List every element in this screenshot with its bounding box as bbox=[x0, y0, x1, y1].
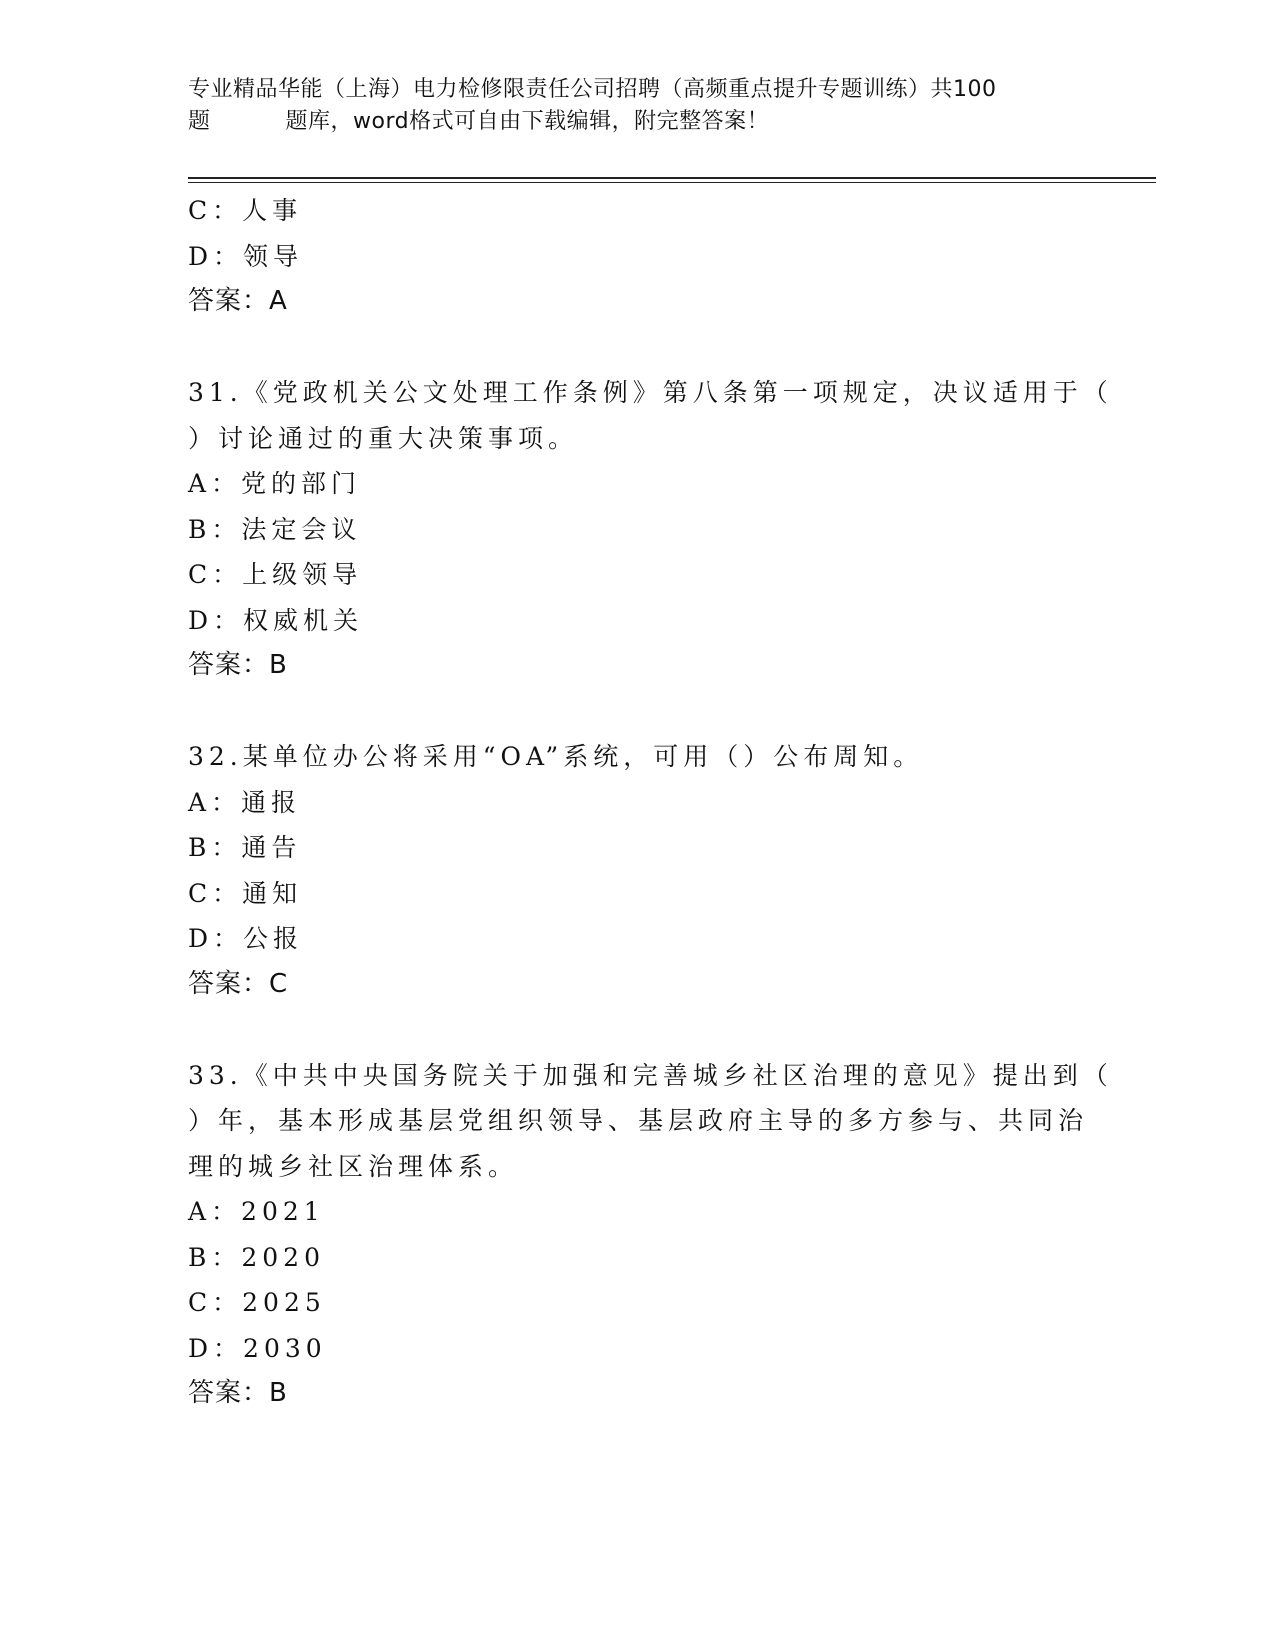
page-header bbox=[188, 74, 1088, 138]
question-33 bbox=[188, 1053, 1113, 1417]
question-32 bbox=[188, 734, 1088, 1007]
option-d: D：权威机关 bbox=[188, 605, 364, 635]
question-text: 理的城乡社区治理体系。 bbox=[188, 1151, 519, 1181]
answer: 答案：B bbox=[188, 650, 288, 680]
option-d: D：领导 bbox=[188, 241, 304, 271]
option-d: D：公报 bbox=[188, 924, 304, 953]
question-text: ）讨论通过的重大决策事项。 bbox=[188, 423, 579, 453]
option-a: A：2021 bbox=[188, 1197, 325, 1226]
option-c: C：通知 bbox=[188, 878, 303, 908]
header-line-2-rest: 题库，word格式可自由下载编辑，附完整答案！ bbox=[285, 109, 770, 134]
option-c: C：上级领导 bbox=[188, 560, 363, 589]
header-divider-thin bbox=[188, 182, 1156, 183]
option-b: B：2020 bbox=[188, 1242, 325, 1272]
option-a: A：通报 bbox=[188, 787, 302, 817]
answer: 答案：C bbox=[188, 968, 289, 999]
option-c: C：2025 bbox=[188, 1288, 326, 1317]
question-text: 33.《中共中央国务院关于加强和完善城乡社区治理的意见》提出到（ bbox=[188, 1060, 1113, 1090]
question-content bbox=[188, 188, 1113, 1417]
option-d: D：2030 bbox=[188, 1333, 327, 1363]
option-b: B：通告 bbox=[188, 833, 302, 862]
question-31 bbox=[188, 370, 1113, 689]
question-text: ）年，基本形成基层党组织领导、基层政府主导的多方参与、共同治 bbox=[188, 1106, 1089, 1135]
answer: 答案：B bbox=[188, 1378, 288, 1408]
header-line-1: 专业精品华能（上海）电力检修限责任公司招聘（高频重点提升专题训练）共100 bbox=[188, 77, 997, 102]
option-c: C：人事 bbox=[188, 196, 303, 225]
carryover-question bbox=[188, 188, 1088, 325]
header-line-2 bbox=[188, 106, 1088, 138]
header-divider bbox=[188, 177, 1156, 179]
answer: 答案：A bbox=[188, 286, 288, 316]
option-a: A：党的部门 bbox=[188, 469, 362, 498]
option-b: B：法定会议 bbox=[188, 514, 362, 544]
header-line-2-start: 题 bbox=[188, 109, 211, 134]
question-text: 32.某单位办公将采用“OA”系统，可用（）公布周知。 bbox=[188, 742, 924, 771]
question-text: 31.《党政机关公文处理工作条例》第八条第一项规定，决议适用于（ bbox=[188, 378, 1113, 407]
